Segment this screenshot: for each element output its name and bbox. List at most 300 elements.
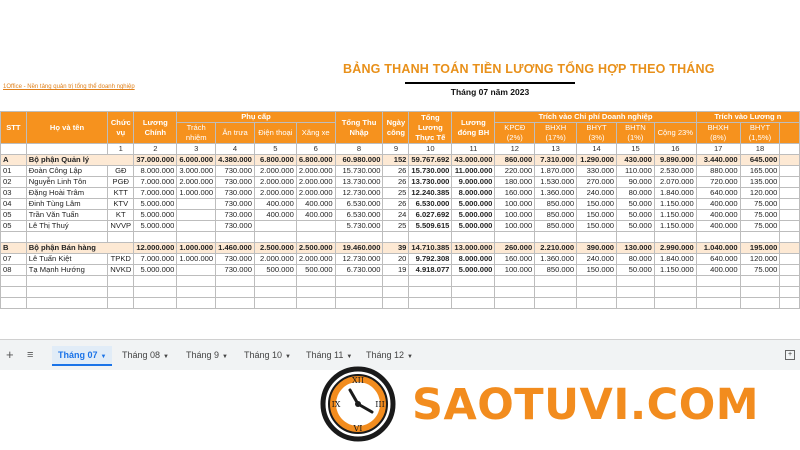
empty-cell[interactable] xyxy=(254,276,296,287)
table-cell[interactable]: 12.240.385 xyxy=(409,188,452,199)
table-cell[interactable] xyxy=(177,199,216,210)
table-cell[interactable]: 01 xyxy=(1,166,27,177)
table-cell[interactable]: 5.509.615 xyxy=(409,221,452,232)
section-total-cell[interactable]: 12.000.000 xyxy=(134,243,177,254)
empty-cell[interactable] xyxy=(1,232,27,243)
table-cell[interactable]: 5.000.000 xyxy=(134,199,177,210)
empty-cell[interactable] xyxy=(780,232,800,243)
table-cell[interactable]: 1.360.000 xyxy=(535,188,577,199)
table-cell[interactable]: 165.000 xyxy=(740,166,780,177)
cell-colnum[interactable] xyxy=(1,144,27,155)
table-cell[interactable]: 26 xyxy=(383,166,409,177)
table-cell[interactable]: 1.000.000 xyxy=(177,188,216,199)
empty-cell[interactable] xyxy=(134,287,177,298)
table-cell[interactable]: 1.150.000 xyxy=(654,199,696,210)
table-cell[interactable] xyxy=(780,177,800,188)
empty-cell[interactable] xyxy=(577,287,617,298)
table-cell[interactable]: 19 xyxy=(383,265,409,276)
section-name[interactable]: Bộ phận Bán hàng xyxy=(26,243,134,254)
table-cell[interactable]: 50.000 xyxy=(617,221,655,232)
empty-cell[interactable] xyxy=(696,298,740,309)
table-cell[interactable]: 400.000 xyxy=(254,210,296,221)
table-cell[interactable]: 9.792.308 xyxy=(409,254,452,265)
empty-cell[interactable] xyxy=(383,276,409,287)
table-cell[interactable]: 75.000 xyxy=(740,221,780,232)
empty-cell[interactable] xyxy=(535,287,577,298)
table-cell[interactable]: 5.730.000 xyxy=(335,221,383,232)
table-cell[interactable]: 1.870.000 xyxy=(535,166,577,177)
table-cell[interactable] xyxy=(177,221,216,232)
section-total-cell[interactable]: 3.440.000 xyxy=(696,155,740,166)
table-cell[interactable]: KTT xyxy=(108,188,134,199)
table-cell[interactable]: 400.000 xyxy=(296,199,335,210)
empty-cell[interactable] xyxy=(335,287,383,298)
cell-colnum[interactable]: 6 xyxy=(296,144,335,155)
table-cell[interactable]: 07 xyxy=(1,254,27,265)
table-cell[interactable]: 730.000 xyxy=(216,265,255,276)
empty-cell[interactable] xyxy=(617,298,655,309)
section-code[interactable]: A xyxy=(1,155,27,166)
empty-cell[interactable] xyxy=(495,276,535,287)
empty-cell[interactable] xyxy=(177,298,216,309)
empty-cell[interactable] xyxy=(452,276,495,287)
table-cell[interactable]: 2.000.000 xyxy=(254,254,296,265)
table-cell[interactable]: 1.840.000 xyxy=(654,188,696,199)
table-cell[interactable]: 80.000 xyxy=(617,254,655,265)
empty-cell[interactable] xyxy=(254,232,296,243)
empty-cell[interactable] xyxy=(740,232,780,243)
table-cell[interactable]: 2.000.000 xyxy=(254,166,296,177)
table-cell[interactable]: 150.000 xyxy=(577,221,617,232)
table-cell[interactable]: 7.000.000 xyxy=(134,254,177,265)
empty-cell[interactable] xyxy=(452,298,495,309)
empty-cell[interactable] xyxy=(780,287,800,298)
table-cell[interactable]: Đoàn Công Lập xyxy=(26,166,107,177)
table-cell[interactable]: 9.000.000 xyxy=(452,177,495,188)
header-allow-lunch[interactable]: Ăn trưa xyxy=(216,123,255,144)
cell-colnum[interactable]: 15 xyxy=(617,144,655,155)
section-total-cell[interactable]: 6.800.000 xyxy=(254,155,296,166)
table-cell[interactable]: 5.000.000 xyxy=(134,265,177,276)
table-cell[interactable]: Đinh Tùng Lâm xyxy=(26,199,107,210)
table-cell[interactable]: 1.360.000 xyxy=(535,254,577,265)
empty-cell[interactable] xyxy=(26,232,107,243)
section-total-cell[interactable]: 390.000 xyxy=(577,243,617,254)
table-cell[interactable]: 100.000 xyxy=(495,221,535,232)
section-total-cell[interactable]: 152 xyxy=(383,155,409,166)
header-allow-resp[interactable]: Trách nhiệm xyxy=(177,123,216,144)
empty-cell[interactable] xyxy=(535,276,577,287)
brand-link[interactable]: 1Office - Nền tảng quản trị tổng thể doanh nghiệp xyxy=(3,84,135,90)
empty-cell[interactable] xyxy=(617,287,655,298)
table-cell[interactable]: 50.000 xyxy=(617,199,655,210)
cell-colnum[interactable]: 5 xyxy=(254,144,296,155)
chevron-down-icon[interactable]: ▼ xyxy=(407,354,413,360)
cell-colnum[interactable] xyxy=(780,144,800,155)
table-cell[interactable]: 75.000 xyxy=(740,265,780,276)
table-cell[interactable]: 500.000 xyxy=(296,265,335,276)
table-cell[interactable]: 8.000.000 xyxy=(452,188,495,199)
empty-cell[interactable] xyxy=(335,276,383,287)
empty-cell[interactable] xyxy=(535,298,577,309)
empty-cell[interactable] xyxy=(335,298,383,309)
empty-cell[interactable] xyxy=(383,298,409,309)
table-cell[interactable]: 03 xyxy=(1,188,27,199)
table-cell[interactable]: 5.000.000 xyxy=(134,210,177,221)
section-total-cell[interactable]: 195.000 xyxy=(740,243,780,254)
table-cell[interactable]: 1.840.000 xyxy=(654,254,696,265)
table-cell[interactable]: 90.000 xyxy=(617,177,655,188)
header-position[interactable]: Chức vụ xyxy=(108,112,134,144)
table-cell[interactable]: 2.530.000 xyxy=(654,166,696,177)
table-cell[interactable]: 2.000.000 xyxy=(254,188,296,199)
table-cell[interactable]: 500.000 xyxy=(254,265,296,276)
section-total-cell[interactable]: 2.990.000 xyxy=(654,243,696,254)
empty-cell[interactable] xyxy=(654,287,696,298)
table-cell[interactable]: 2.000.000 xyxy=(296,166,335,177)
section-total-cell[interactable]: 645.000 xyxy=(740,155,780,166)
section-total-cell[interactable]: 60.980.000 xyxy=(335,155,383,166)
cell-colnum[interactable]: 1 xyxy=(108,144,134,155)
section-total-cell[interactable]: 860.000 xyxy=(495,155,535,166)
header-allowance[interactable]: Phụ cấp xyxy=(177,112,335,123)
section-code[interactable]: B xyxy=(1,243,27,254)
header-bhxh[interactable]: BHXH (17%) xyxy=(535,123,577,144)
table-cell[interactable]: 850.000 xyxy=(535,221,577,232)
header-bhtn[interactable]: BHTN (1%) xyxy=(617,123,655,144)
empty-cell[interactable] xyxy=(577,298,617,309)
table-cell[interactable]: 2.070.000 xyxy=(654,177,696,188)
empty-cell[interactable] xyxy=(296,287,335,298)
table-cell[interactable]: 2.000.000 xyxy=(296,188,335,199)
empty-cell[interactable] xyxy=(409,298,452,309)
cell-colnum[interactable]: 11 xyxy=(452,144,495,155)
table-cell[interactable]: 11.000.000 xyxy=(452,166,495,177)
empty-cell[interactable] xyxy=(216,276,255,287)
header-bhyt[interactable]: BHYT (3%) xyxy=(577,123,617,144)
empty-cell[interactable] xyxy=(383,232,409,243)
table-cell[interactable] xyxy=(780,199,800,210)
table-cell[interactable] xyxy=(780,188,800,199)
section-total-cell[interactable]: 6.800.000 xyxy=(296,155,335,166)
section-total-cell[interactable]: 2.500.000 xyxy=(254,243,296,254)
empty-cell[interactable] xyxy=(654,232,696,243)
empty-cell[interactable] xyxy=(740,276,780,287)
table-cell[interactable]: 400.000 xyxy=(696,265,740,276)
cell-colnum[interactable]: 17 xyxy=(696,144,740,155)
header-name[interactable]: Họ và tên xyxy=(26,112,107,144)
table-cell[interactable]: 640.000 xyxy=(696,188,740,199)
sheet-tab[interactable] xyxy=(360,346,419,364)
empty-cell[interactable] xyxy=(1,276,27,287)
cell-colnum[interactable]: 14 xyxy=(577,144,617,155)
empty-cell[interactable] xyxy=(296,298,335,309)
header-insurance-salary[interactable]: Lương đóng BH xyxy=(452,112,495,144)
table-cell[interactable]: 75.000 xyxy=(740,199,780,210)
table-cell[interactable]: 8.000.000 xyxy=(452,254,495,265)
cell-colnum[interactable]: 16 xyxy=(654,144,696,155)
table-cell[interactable]: 7.000.000 xyxy=(134,177,177,188)
sheet-tab[interactable] xyxy=(238,346,297,364)
empty-cell[interactable] xyxy=(108,287,134,298)
empty-cell[interactable] xyxy=(654,276,696,287)
table-cell[interactable]: 05 xyxy=(1,210,27,221)
header-bhyt15[interactable]: BHYT (1,5%) xyxy=(740,123,780,144)
table-cell[interactable]: 400.000 xyxy=(696,221,740,232)
table-cell[interactable]: 12.730.000 xyxy=(335,254,383,265)
table-cell[interactable]: 730.000 xyxy=(216,221,255,232)
table-cell[interactable]: 6.027.692 xyxy=(409,210,452,221)
table-cell[interactable]: 05 xyxy=(1,221,27,232)
section-total-cell[interactable]: 2.500.000 xyxy=(296,243,335,254)
empty-cell[interactable] xyxy=(335,232,383,243)
table-cell[interactable]: 13.730.000 xyxy=(409,177,452,188)
empty-cell[interactable] xyxy=(1,298,27,309)
empty-cell[interactable] xyxy=(577,276,617,287)
table-cell[interactable]: 135.000 xyxy=(740,177,780,188)
empty-cell[interactable] xyxy=(108,298,134,309)
cell-colnum[interactable]: 10 xyxy=(409,144,452,155)
cell[interactable] xyxy=(780,243,800,254)
cell[interactable] xyxy=(780,155,800,166)
cell-colnum[interactable]: 8 xyxy=(335,144,383,155)
table-cell[interactable]: Lê Tuấn Kiệt xyxy=(26,254,107,265)
table-cell[interactable]: 5.000.000 xyxy=(452,210,495,221)
table-cell[interactable]: 100.000 xyxy=(495,210,535,221)
table-cell[interactable]: KTV xyxy=(108,199,134,210)
empty-cell[interactable] xyxy=(495,287,535,298)
header-bhxh8[interactable]: BHXH (8%) xyxy=(696,123,740,144)
chevron-down-icon[interactable]: ▼ xyxy=(100,354,107,360)
cell-colnum[interactable]: 4 xyxy=(216,144,255,155)
empty-cell[interactable] xyxy=(26,287,107,298)
header-extra[interactable] xyxy=(780,123,800,144)
table-cell[interactable] xyxy=(296,221,335,232)
table-cell[interactable]: 25 xyxy=(383,188,409,199)
table-cell[interactable]: 730.000 xyxy=(216,166,255,177)
section-total-cell[interactable]: 39 xyxy=(383,243,409,254)
header-salary-deduct[interactable]: Trích vào Lương n xyxy=(696,112,799,123)
table-cell[interactable]: 160.000 xyxy=(495,254,535,265)
table-cell[interactable]: 100.000 xyxy=(495,265,535,276)
table-cell[interactable]: KT xyxy=(108,210,134,221)
table-cell[interactable]: 400.000 xyxy=(254,199,296,210)
empty-cell[interactable] xyxy=(780,298,800,309)
table-cell[interactable]: 6.730.000 xyxy=(335,265,383,276)
header-total-income[interactable]: Tổng Thu Nhập xyxy=(335,112,383,144)
table-cell[interactable]: 720.000 xyxy=(696,177,740,188)
table-cell[interactable]: 5.000.000 xyxy=(452,221,495,232)
table-cell[interactable]: 850.000 xyxy=(535,210,577,221)
table-cell[interactable]: 15.730.000 xyxy=(409,166,452,177)
empty-cell[interactable] xyxy=(134,276,177,287)
add-sheet-plus-icon[interactable]: + xyxy=(6,347,14,362)
table-cell[interactable]: 80.000 xyxy=(617,188,655,199)
table-cell[interactable]: 400.000 xyxy=(696,210,740,221)
table-cell[interactable]: 04 xyxy=(1,199,27,210)
empty-cell[interactable] xyxy=(696,287,740,298)
explore-icon[interactable]: + xyxy=(785,350,795,360)
table-cell[interactable]: 330.000 xyxy=(577,166,617,177)
table-cell[interactable]: PGĐ xyxy=(108,177,134,188)
table-cell[interactable]: 160.000 xyxy=(495,188,535,199)
empty-cell[interactable] xyxy=(617,232,655,243)
chevron-down-icon[interactable]: ▼ xyxy=(346,354,353,360)
empty-cell[interactable] xyxy=(134,298,177,309)
cell-colnum[interactable]: 13 xyxy=(535,144,577,155)
header-total23[interactable]: Cộng 23% xyxy=(654,123,696,144)
section-total-cell[interactable]: 260.000 xyxy=(495,243,535,254)
table-cell[interactable]: 24 xyxy=(383,210,409,221)
empty-cell[interactable] xyxy=(134,232,177,243)
table-cell[interactable]: 240.000 xyxy=(577,188,617,199)
section-total-cell[interactable]: 19.460.000 xyxy=(335,243,383,254)
empty-cell[interactable] xyxy=(296,232,335,243)
table-cell[interactable]: 880.000 xyxy=(696,166,740,177)
table-cell[interactable]: 25 xyxy=(383,221,409,232)
table-cell[interactable]: 1.530.000 xyxy=(535,177,577,188)
table-cell[interactable]: 02 xyxy=(1,177,27,188)
chevron-down-icon[interactable]: ▼ xyxy=(222,354,228,360)
empty-cell[interactable] xyxy=(1,287,27,298)
section-total-cell[interactable]: 1.290.000 xyxy=(577,155,617,166)
table-cell[interactable]: Đặng Hoài Trâm xyxy=(26,188,107,199)
table-cell[interactable]: Tạ Mạnh Hướng xyxy=(26,265,107,276)
header-actual-salary[interactable]: Tổng Lương Thực Tế xyxy=(409,112,452,144)
empty-cell[interactable] xyxy=(254,287,296,298)
empty-cell[interactable] xyxy=(740,298,780,309)
header-stt[interactable]: STT xyxy=(1,112,27,144)
cell-colnum[interactable] xyxy=(26,144,107,155)
table-cell[interactable]: 730.000 xyxy=(216,210,255,221)
cell-colnum[interactable]: 18 xyxy=(740,144,780,155)
table-cell[interactable]: 850.000 xyxy=(535,265,577,276)
section-total-cell[interactable]: 1.460.000 xyxy=(216,243,255,254)
cell-colnum[interactable]: 3 xyxy=(177,144,216,155)
chevron-down-icon[interactable]: ▼ xyxy=(285,354,291,360)
table-cell[interactable]: 4.918.077 xyxy=(409,265,452,276)
empty-cell[interactable] xyxy=(216,298,255,309)
empty-cell[interactable] xyxy=(177,232,216,243)
table-cell[interactable]: 20 xyxy=(383,254,409,265)
empty-cell[interactable] xyxy=(452,232,495,243)
section-total-cell[interactable]: 59.767.692 xyxy=(409,155,452,166)
table-cell[interactable]: 13.730.000 xyxy=(335,177,383,188)
table-cell[interactable]: NVKD xyxy=(108,265,134,276)
table-cell[interactable]: TPKD xyxy=(108,254,134,265)
table-cell[interactable]: 1.150.000 xyxy=(654,221,696,232)
sheet-tab[interactable] xyxy=(180,346,234,364)
section-total-cell[interactable]: 13.000.000 xyxy=(452,243,495,254)
empty-cell[interactable] xyxy=(26,298,107,309)
table-cell[interactable]: 120.000 xyxy=(740,254,780,265)
header-workdays[interactable]: Ngày công xyxy=(383,112,409,144)
table-cell[interactable]: 730.000 xyxy=(216,188,255,199)
table-cell[interactable]: 5.000.000 xyxy=(134,221,177,232)
empty-cell[interactable] xyxy=(452,287,495,298)
table-cell[interactable]: 2.000.000 xyxy=(177,177,216,188)
empty-cell[interactable] xyxy=(535,232,577,243)
empty-cell[interactable] xyxy=(296,276,335,287)
section-total-cell[interactable]: 9.890.000 xyxy=(654,155,696,166)
table-cell[interactable]: 730.000 xyxy=(216,177,255,188)
header-basic-salary[interactable]: Lương Chính xyxy=(134,112,177,144)
header-company-cost[interactable]: Trích vào Chi phí Doanh nghiệp xyxy=(495,112,696,123)
empty-cell[interactable] xyxy=(108,276,134,287)
empty-cell[interactable] xyxy=(617,276,655,287)
empty-cell[interactable] xyxy=(696,232,740,243)
section-total-cell[interactable]: 2.210.000 xyxy=(535,243,577,254)
section-total-cell[interactable]: 7.310.000 xyxy=(535,155,577,166)
empty-cell[interactable] xyxy=(740,287,780,298)
empty-cell[interactable] xyxy=(654,298,696,309)
table-cell[interactable]: 26 xyxy=(383,177,409,188)
table-cell[interactable]: 15.730.000 xyxy=(335,166,383,177)
chevron-down-icon[interactable]: ▼ xyxy=(163,354,169,360)
table-cell[interactable]: 120.000 xyxy=(740,188,780,199)
table-cell[interactable]: 730.000 xyxy=(216,199,255,210)
table-cell[interactable]: Trần Văn Tuấn xyxy=(26,210,107,221)
header-kpcd[interactable]: KPCĐ (2%) xyxy=(495,123,535,144)
table-cell[interactable]: 110.000 xyxy=(617,166,655,177)
empty-cell[interactable] xyxy=(108,232,134,243)
header-allow-phone[interactable]: Điện thoại xyxy=(254,123,296,144)
section-total-cell[interactable]: 1.040.000 xyxy=(696,243,740,254)
empty-cell[interactable] xyxy=(409,232,452,243)
table-cell[interactable]: 150.000 xyxy=(577,199,617,210)
empty-cell[interactable] xyxy=(26,276,107,287)
empty-cell[interactable] xyxy=(696,276,740,287)
table-cell[interactable]: 1.150.000 xyxy=(654,210,696,221)
table-cell[interactable] xyxy=(177,265,216,276)
table-cell[interactable]: 8.000.000 xyxy=(134,166,177,177)
empty-cell[interactable] xyxy=(216,287,255,298)
table-cell[interactable]: 150.000 xyxy=(577,210,617,221)
table-cell[interactable]: 270.000 xyxy=(577,177,617,188)
table-cell[interactable]: 400.000 xyxy=(296,210,335,221)
table-cell[interactable]: 5.000.000 xyxy=(452,199,495,210)
table-cell[interactable]: 220.000 xyxy=(495,166,535,177)
table-cell[interactable]: 6.530.000 xyxy=(335,210,383,221)
table-cell[interactable]: 50.000 xyxy=(617,210,655,221)
table-cell[interactable]: 730.000 xyxy=(216,254,255,265)
section-total-cell[interactable]: 130.000 xyxy=(617,243,655,254)
empty-cell[interactable] xyxy=(383,287,409,298)
section-total-cell[interactable]: 1.000.000 xyxy=(177,243,216,254)
table-cell[interactable]: 12.730.000 xyxy=(335,188,383,199)
section-total-cell[interactable]: 430.000 xyxy=(617,155,655,166)
empty-cell[interactable] xyxy=(495,298,535,309)
table-cell[interactable]: Lê Thị Thuý xyxy=(26,221,107,232)
table-cell[interactable]: 50.000 xyxy=(617,265,655,276)
empty-cell[interactable] xyxy=(216,232,255,243)
table-cell[interactable] xyxy=(254,221,296,232)
cell-colnum[interactable]: 9 xyxy=(383,144,409,155)
table-cell[interactable]: 100.000 xyxy=(495,199,535,210)
table-cell[interactable]: 240.000 xyxy=(577,254,617,265)
empty-cell[interactable] xyxy=(409,287,452,298)
table-cell[interactable]: NVVP xyxy=(108,221,134,232)
empty-cell[interactable] xyxy=(409,276,452,287)
section-name[interactable]: Bộ phận Quản lý xyxy=(26,155,134,166)
table-cell[interactable]: 75.000 xyxy=(740,210,780,221)
table-cell[interactable]: 1.000.000 xyxy=(177,254,216,265)
empty-cell[interactable] xyxy=(577,232,617,243)
table-cell[interactable]: 08 xyxy=(1,265,27,276)
table-cell[interactable]: 5.000.000 xyxy=(452,265,495,276)
table-cell[interactable]: Nguyễn Linh Tôn xyxy=(26,177,107,188)
section-total-cell[interactable]: 14.710.385 xyxy=(409,243,452,254)
